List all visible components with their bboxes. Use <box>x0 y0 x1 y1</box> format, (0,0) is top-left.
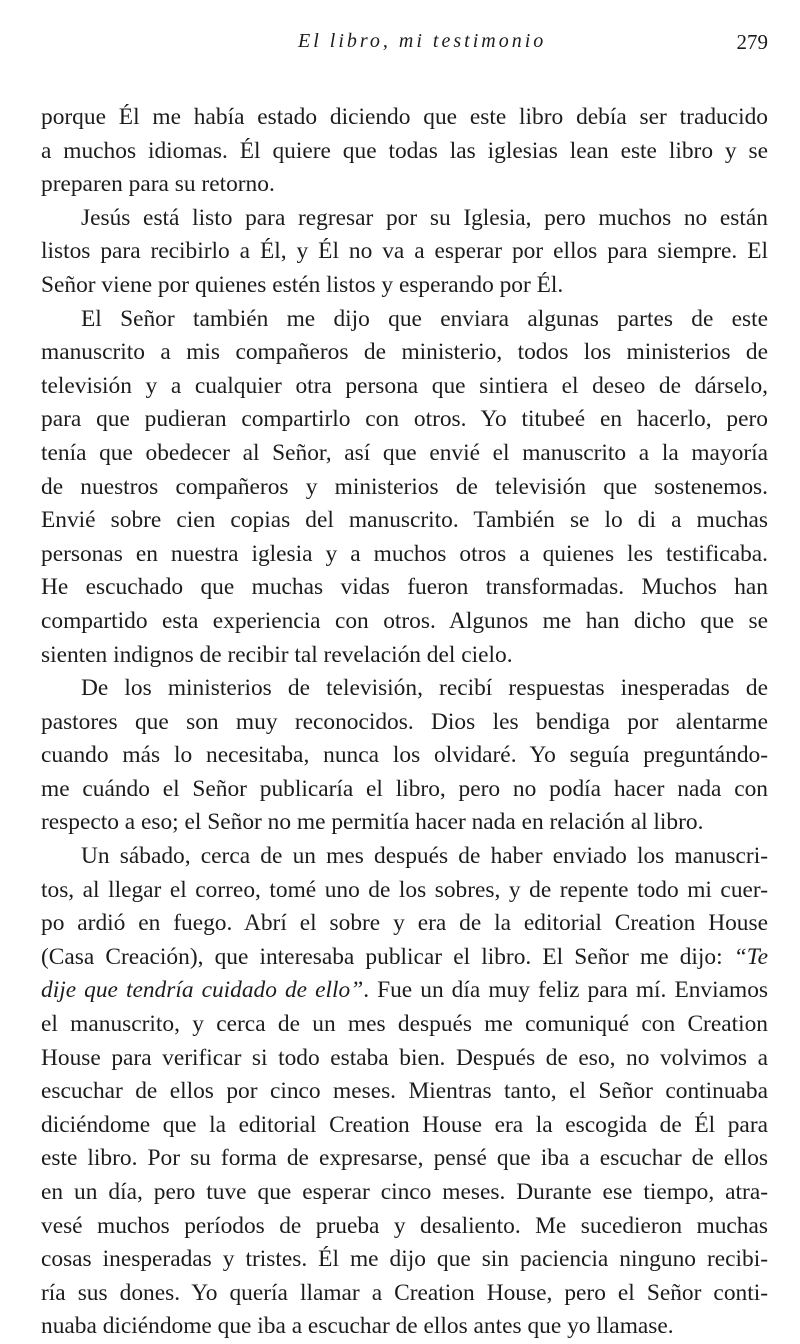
text-line: Envié sobre cien copias del manuscrito. También se lo di a muchas <box>41 507 768 534</box>
text-line: listos para recibirlo a Él, y Él no va a esperar por ellos para siempre. El <box>41 238 768 265</box>
text-line: el manuscrito, y cerca de un mes después me comuniqué con Creation <box>41 1011 768 1038</box>
page-number: 279 <box>736 30 768 54</box>
text-line: en un día, pero tuve que esperar cinco meses. Durante ese tiempo, atra- <box>41 1179 768 1205</box>
text-line: (Casa Creación), que interesaba publicar el libro. El Señor me dijo: “Te <box>41 943 768 970</box>
text-line: televisión y a cualquier otra persona que sintiera el deseo de dárselo, <box>41 372 768 399</box>
paragraph-first-line: Un sábado, cerca de un mes después de haber enviado los manuscri- <box>81 843 768 870</box>
text-line: a muchos idiomas. Él quiere que todas las iglesias lean este libro y se <box>41 137 768 164</box>
text-line: pastores que son muy reconocidos. Dios les bendiga por alentarme <box>41 708 768 735</box>
text-line: po ardió en fuego. Abrí el sobre y era de la editorial Creation House <box>41 910 768 937</box>
text-line: sienten indignos de recibir tal revelación del cielo. <box>41 641 513 668</box>
italic-quote: “Te <box>733 943 768 970</box>
text-line: este libro. Por su forma de expresarse, pensé que iba a escuchar de ellos <box>41 1145 768 1172</box>
text-line: ría sus dones. Yo quería llamar a Creation House, pero el Señor conti- <box>41 1279 768 1306</box>
paragraph-first-line: El Señor también me dijo que enviara algunas partes de este <box>81 305 768 332</box>
text-line: preparen para su retorno. <box>41 171 275 198</box>
text-line: cuando más lo necesitaba, nunca los olvidaré. Yo seguía preguntándo- <box>41 742 768 769</box>
text-line: diciéndome que la editorial Creation House era la escogida de Él para <box>41 1111 768 1138</box>
text-line: nuaba diciéndome que iba a escuchar de ellos antes que yo llamase. <box>41 1313 674 1340</box>
text-line: me cuándo el Señor publicaría el libro, pero no podía hacer nada con <box>41 775 768 802</box>
text-line: para que pudieran compartirlo con otros. Yo titubeé en hacerlo, pero <box>41 406 768 433</box>
text-line: House para verificar si todo estaba bien. Después de eso, no volvimos a <box>41 1044 768 1071</box>
text-line: escuchar de ellos por cinco meses. Mientras tanto, el Señor continuaba <box>41 1078 768 1105</box>
text-line: tos, al llegar el correo, tomé uno de los sobres, y de repente todo mi cuer- <box>41 876 768 903</box>
italic-quote: dije que tendría cuidado de ello” <box>41 977 364 1004</box>
text-line: vesé muchos períodos de prueba y desaliento. Me sucedieron muchas <box>41 1212 768 1239</box>
text-line: porque Él me había estado diciendo que este libro debía ser traducido <box>41 104 768 130</box>
text-line: manuscrito a mis compañeros de ministerio, todos los ministerios de <box>41 339 768 366</box>
running-head <box>40 30 768 60</box>
paragraph-first-line: Jesús está listo para regresar por su Iglesia, pero muchos no están <box>81 204 768 231</box>
running-title: El libro, mi testimonio <box>298 30 547 52</box>
text-line: cosas inesperadas y tristes. Él me dijo que sin paciencia ninguno recibi- <box>41 1246 768 1273</box>
text-line: dije que tendría cuidado de ello”. Fue un día muy feliz para mí. Enviamos <box>41 977 769 1004</box>
text-line: respecto a eso; el Señor no me permitía hacer nada en relación al libro. <box>41 809 704 836</box>
text-line: He escuchado que muchas vidas fueron transformadas. Muchos han <box>41 574 768 601</box>
text-line: compartido esta experiencia con otros. Algunos me han dicho que se <box>41 607 768 634</box>
text-line: tenía que obedecer al Señor, así que envié el manuscrito a la mayoría <box>41 439 768 466</box>
text-line: Señor viene por quienes estén listos y esperando por Él. <box>41 271 564 298</box>
body-text <box>41 101 768 1344</box>
text-line: de nuestros compañeros y ministerios de televisión que sostenemos. <box>41 473 768 500</box>
paragraph-first-line: De los ministerios de televisión, recibí respuestas inesperadas de <box>81 675 768 702</box>
text-line: personas en nuestra iglesia y a muchos otros a quienes les testificaba. <box>41 540 768 567</box>
